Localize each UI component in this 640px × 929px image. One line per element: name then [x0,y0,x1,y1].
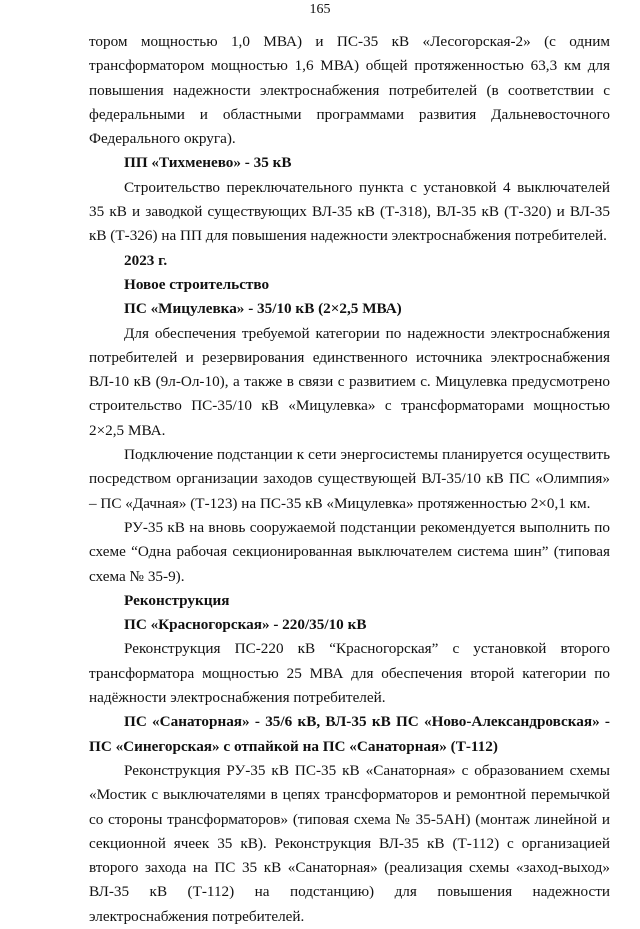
page-number: 165 [309,2,331,17]
paragraph-1: тором мощностью 1,0 МВА) и ПС-35 кВ «Лесогорская-2» (с одним трансформатором мощностью 1,6 МВА) общей протяженностью 63,3 км для повышения надежности электроснабжения потребителей (в соответствии с федеральными и областными программами развития Дальневосточного Федерального округа). [89,33,610,148]
section-heading-4: 2023 г. [124,251,168,269]
page-body [89,30,610,929]
paragraph-3: Строительство переключательного пункта с установкой 4 выключателей 35 кВ и заводкой существующих ВЛ-35 кВ (Т-318), ВЛ-35 кВ (Т-320) и ВЛ-35 кВ (Т-326) на ПП для повышения надежности электроснабжения потребителей. [89,178,610,245]
section-heading-13: ПС «Санаторная» - 35/6 кВ, ВЛ-35 кВ ПС «Ново-Александровская» - ПС «Синегорская» с отпайкой на ПС «Санаторная» (Т-112) [89,713,610,755]
section-heading-2: ПП «Тихменево» - 35 кВ [124,154,292,172]
section-heading-11: ПС «Красногорская» - 220/35/10 кВ [124,616,367,634]
paragraph-12: Реконструкция ПС-220 кВ “Красногорская” с установкой второго трансформатора мощностью 25 МВА для обеспечения второй категории по надёжности электроснабжения потребителей. [89,640,610,707]
paragraph-7: Для обеспечения требуемой категории по надежности электроснабжения потребителей и резервирования единственного источника электроснабжения ВЛ-10 кВ (9л-Ол-10), а также в связи с развитием с. Мицулевка предусмотрено строительство ПС-35/10 кВ «Мицулевка» с трансформаторами мощностью 2×2,5 МВА. [89,324,610,439]
section-heading-5: Новое строительство [124,275,270,293]
section-heading-6: ПС «Мицулевка» - 35/10 кВ (2×2,5 МВА) [124,300,402,318]
section-heading-10: Реконструкция [124,591,230,609]
paragraph-8: Подключение подстанции к сети энергосистемы планируется осуществить посредством организации заходов существующей ВЛ-35/10 кВ ПС «Олимпия» – ПС «Дачная» (Т-123) на ПС-35 кВ «Мицулевка» протяженностью 2×0,1 км. [89,446,610,512]
paragraph-9: РУ-35 кВ на вновь сооружаемой подстанции рекомендуется выполнить по схеме “Одна рабочая секционированная выключателем система шин” (типовая схема № 35-9). [89,518,610,585]
paragraph-14: Реконструкция РУ-35 кВ ПС-35 кВ «Санаторная» с образованием схемы «Мостик с выключателями в цепях трансформаторов и ремонтной перемычкой со стороны трансформаторов» (типовая схема № 35-5АН) (монтаж линейной и секционной ячеек 35 кВ). Реконструкция ВЛ-35 кВ (Т-112) с организацией второго захода на ПС 35 кВ «Санаторная» (реализация схемы «заход-выход» ВЛ-35 кВ (Т-112) на подстанцию) для повышения надежности электроснабжения потребителей. [89,761,610,925]
